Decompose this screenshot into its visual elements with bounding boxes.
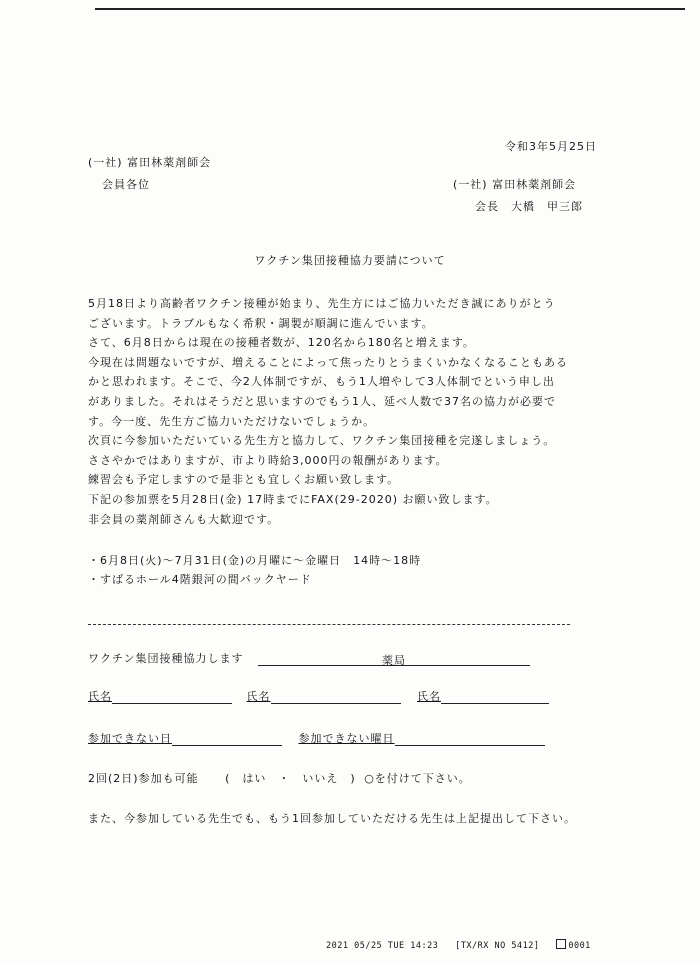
twice-options[interactable]: ( はい ・ いいえ ) <box>225 772 356 785</box>
body-line: 練習会も予定しますので是非とも宜しくお願い致します。 <box>88 473 400 487</box>
sender-name: 会長 大橋 甲三郎 <box>475 200 583 213</box>
body-line: ささやかではありますが、市より時給3,000円の報酬があります。 <box>88 453 448 467</box>
name-field-1[interactable] <box>112 691 232 704</box>
subject-title: ワクチン集団接種協力要請について <box>254 254 446 267</box>
body-line: 下記の参加票を5月28日(金) 17時までにFAX(29-2020) お願い致します。 <box>88 492 498 506</box>
fax-footer <box>326 939 591 951</box>
body-line: 次頁に今参加いただいている先生方と協力して、ワクチン集団接種を完遂しましょう。 <box>88 434 556 448</box>
note-text: また、今参加している先生でも、もう1回参加していただける先生は上記提出して下さい。 <box>88 812 576 825</box>
scan-top-edge-line <box>95 8 685 10</box>
twice-label: 2回(2日)参加も可能 <box>88 772 199 785</box>
schedule-dates: ・6月8日(火)〜7月31日(金)の月曜に〜金曜日 14時〜18時 <box>88 554 422 567</box>
unavailable-day-field[interactable] <box>172 733 282 746</box>
cut-line <box>88 624 570 625</box>
name-field-3[interactable] <box>441 691 549 704</box>
unavailable-day-label: 参加できない日 <box>88 732 172 745</box>
body-line: ございます。トラブルもなく希釈・調製が順調に進んでいます。 <box>88 316 434 330</box>
name-row <box>88 688 549 704</box>
page-number: 0001 <box>568 941 591 951</box>
cooperation-label: ワクチン集団接種協力します <box>88 652 244 665</box>
unavailable-row <box>88 730 545 746</box>
twice-row <box>88 770 471 786</box>
recipient-org: (一社) 富田林薬剤師会 <box>88 156 212 169</box>
unavailable-time-field[interactable] <box>395 733 545 746</box>
sender-org: (一社) 富田林薬剤師会 <box>453 178 577 191</box>
twice-instruction: ○を付けて下さい。 <box>364 772 471 785</box>
fax-stamp: 2021 05/25 TUE 14:23 [TX/RX NO 5412] <box>326 941 540 951</box>
body-line: す。今一度、先生方ご協力いただけないでしょうか。 <box>88 414 376 428</box>
sender-block <box>453 174 583 218</box>
schedule-details <box>88 551 421 589</box>
recipient: 会員各位 <box>102 178 150 191</box>
name-label-3: 氏名 <box>417 690 441 703</box>
pharmacy-suffix: 薬局 <box>381 654 406 667</box>
name-field-2[interactable] <box>271 691 401 704</box>
fax-page-icon <box>556 939 566 949</box>
recipient-block <box>88 152 211 196</box>
body-line: かと思われます。そこで、今2人体制ですが、もう1人増やして3人体制でという申し出 <box>88 375 555 389</box>
body-line: 今現在は問題ないですが、増えることによって焦ったりとうまくいかなくなることもある <box>88 355 568 369</box>
body-text <box>88 294 608 529</box>
body-line: さて、6月8日からは現在の接種者数が、120名から180名と増えます。 <box>88 336 475 350</box>
body-line: 非会員の薬剤師さんも大歓迎です。 <box>88 512 280 526</box>
document-date: 令和3年5月25日 <box>505 140 597 153</box>
name-label-1: 氏名 <box>88 690 112 703</box>
cooperation-row <box>88 650 530 666</box>
unavailable-time-label: 参加できない曜日 <box>298 732 395 745</box>
name-label-2: 氏名 <box>246 690 271 703</box>
note-row <box>88 810 576 826</box>
body-line: がありました。それはそうだと思いますのでもう1人、延べ人数で37名の協力が必要で <box>88 394 556 408</box>
pharmacy-field[interactable] <box>258 653 530 666</box>
schedule-venue: ・すばるホール4階銀河の間バックヤード <box>88 573 312 586</box>
body-line: 5月18日より高齢者ワクチン接種が始まり、先生方にはご協力いただき誠にありがとう <box>88 297 556 310</box>
